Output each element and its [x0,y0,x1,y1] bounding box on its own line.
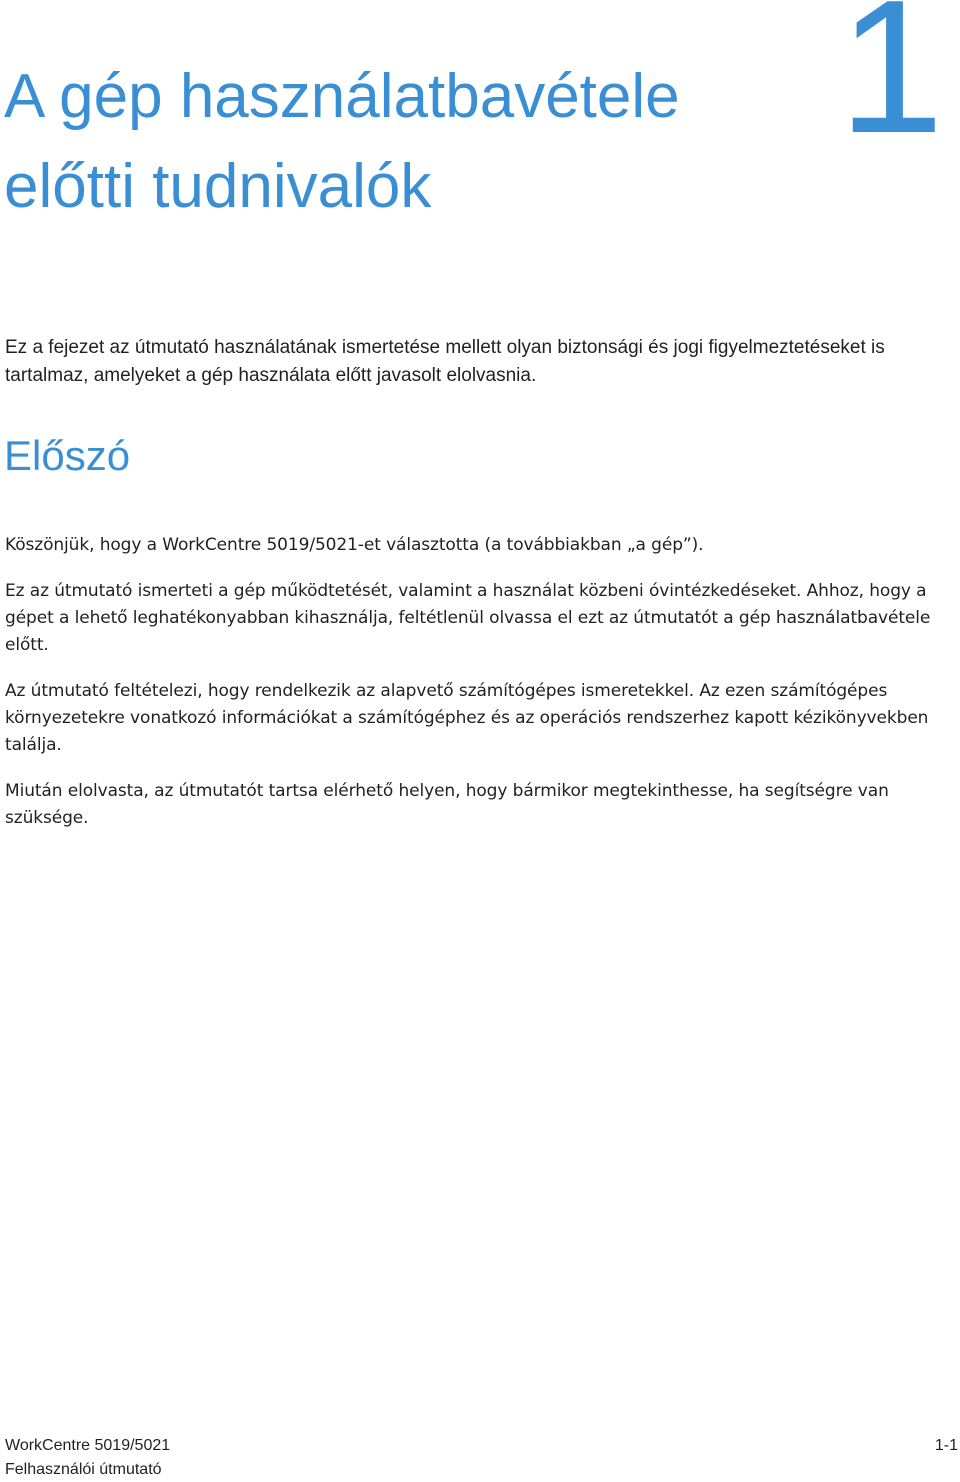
footer-product-name: WorkCentre 5019/5021 [5,1437,171,1454]
section-body [5,532,960,851]
paragraph: Köszönjük, hogy a WorkCentre 5019/5021-et választotta (a továbbiakban „a gép”). [5,535,704,555]
paragraph: Miután elolvasta, az útmutatót tartsa elérhető helyen, hogy bármikor megtekinthesse, ha segítségre van szüksége. [5,781,889,828]
page-footer [5,1434,170,1482]
chapter-number: 1 [838,0,944,173]
paragraph: Ez az útmutató ismerteti a gép működtetését, valamint a használat közbeni óvintézkedéseket. Ahhoz, hogy a gépet a lehető leghatékonyabban kihasználja, feltétlenül olvassa el ezt az útmutatót a gép használatbavétele előtt. [5,581,931,655]
chapter-title: A gép használatbavétele előtti tudnivalók [4,62,680,221]
footer-guide-name: Felhasználói útmutató [5,1461,162,1478]
page-number: 1-1 [934,1437,958,1454]
section-heading-foreword: Előszó [4,432,131,479]
paragraph: Az útmutató feltételezi, hogy rendelkezik az alapvető számítógépes ismeretekkel. Az ezen számítógépes környezetekre vonatkozó információkat a számítógéphez és az operációs rendszerhez kapott kézikönyvekben találja. [5,681,929,755]
chapter-intro: Ez a fejezet az útmutató használatának ismertetése mellett olyan biztonsági és jogi figyelmeztetéseket is tartalmaz, amelyeket a gép használata előtt javasolt elolvasnia. [5,337,885,386]
